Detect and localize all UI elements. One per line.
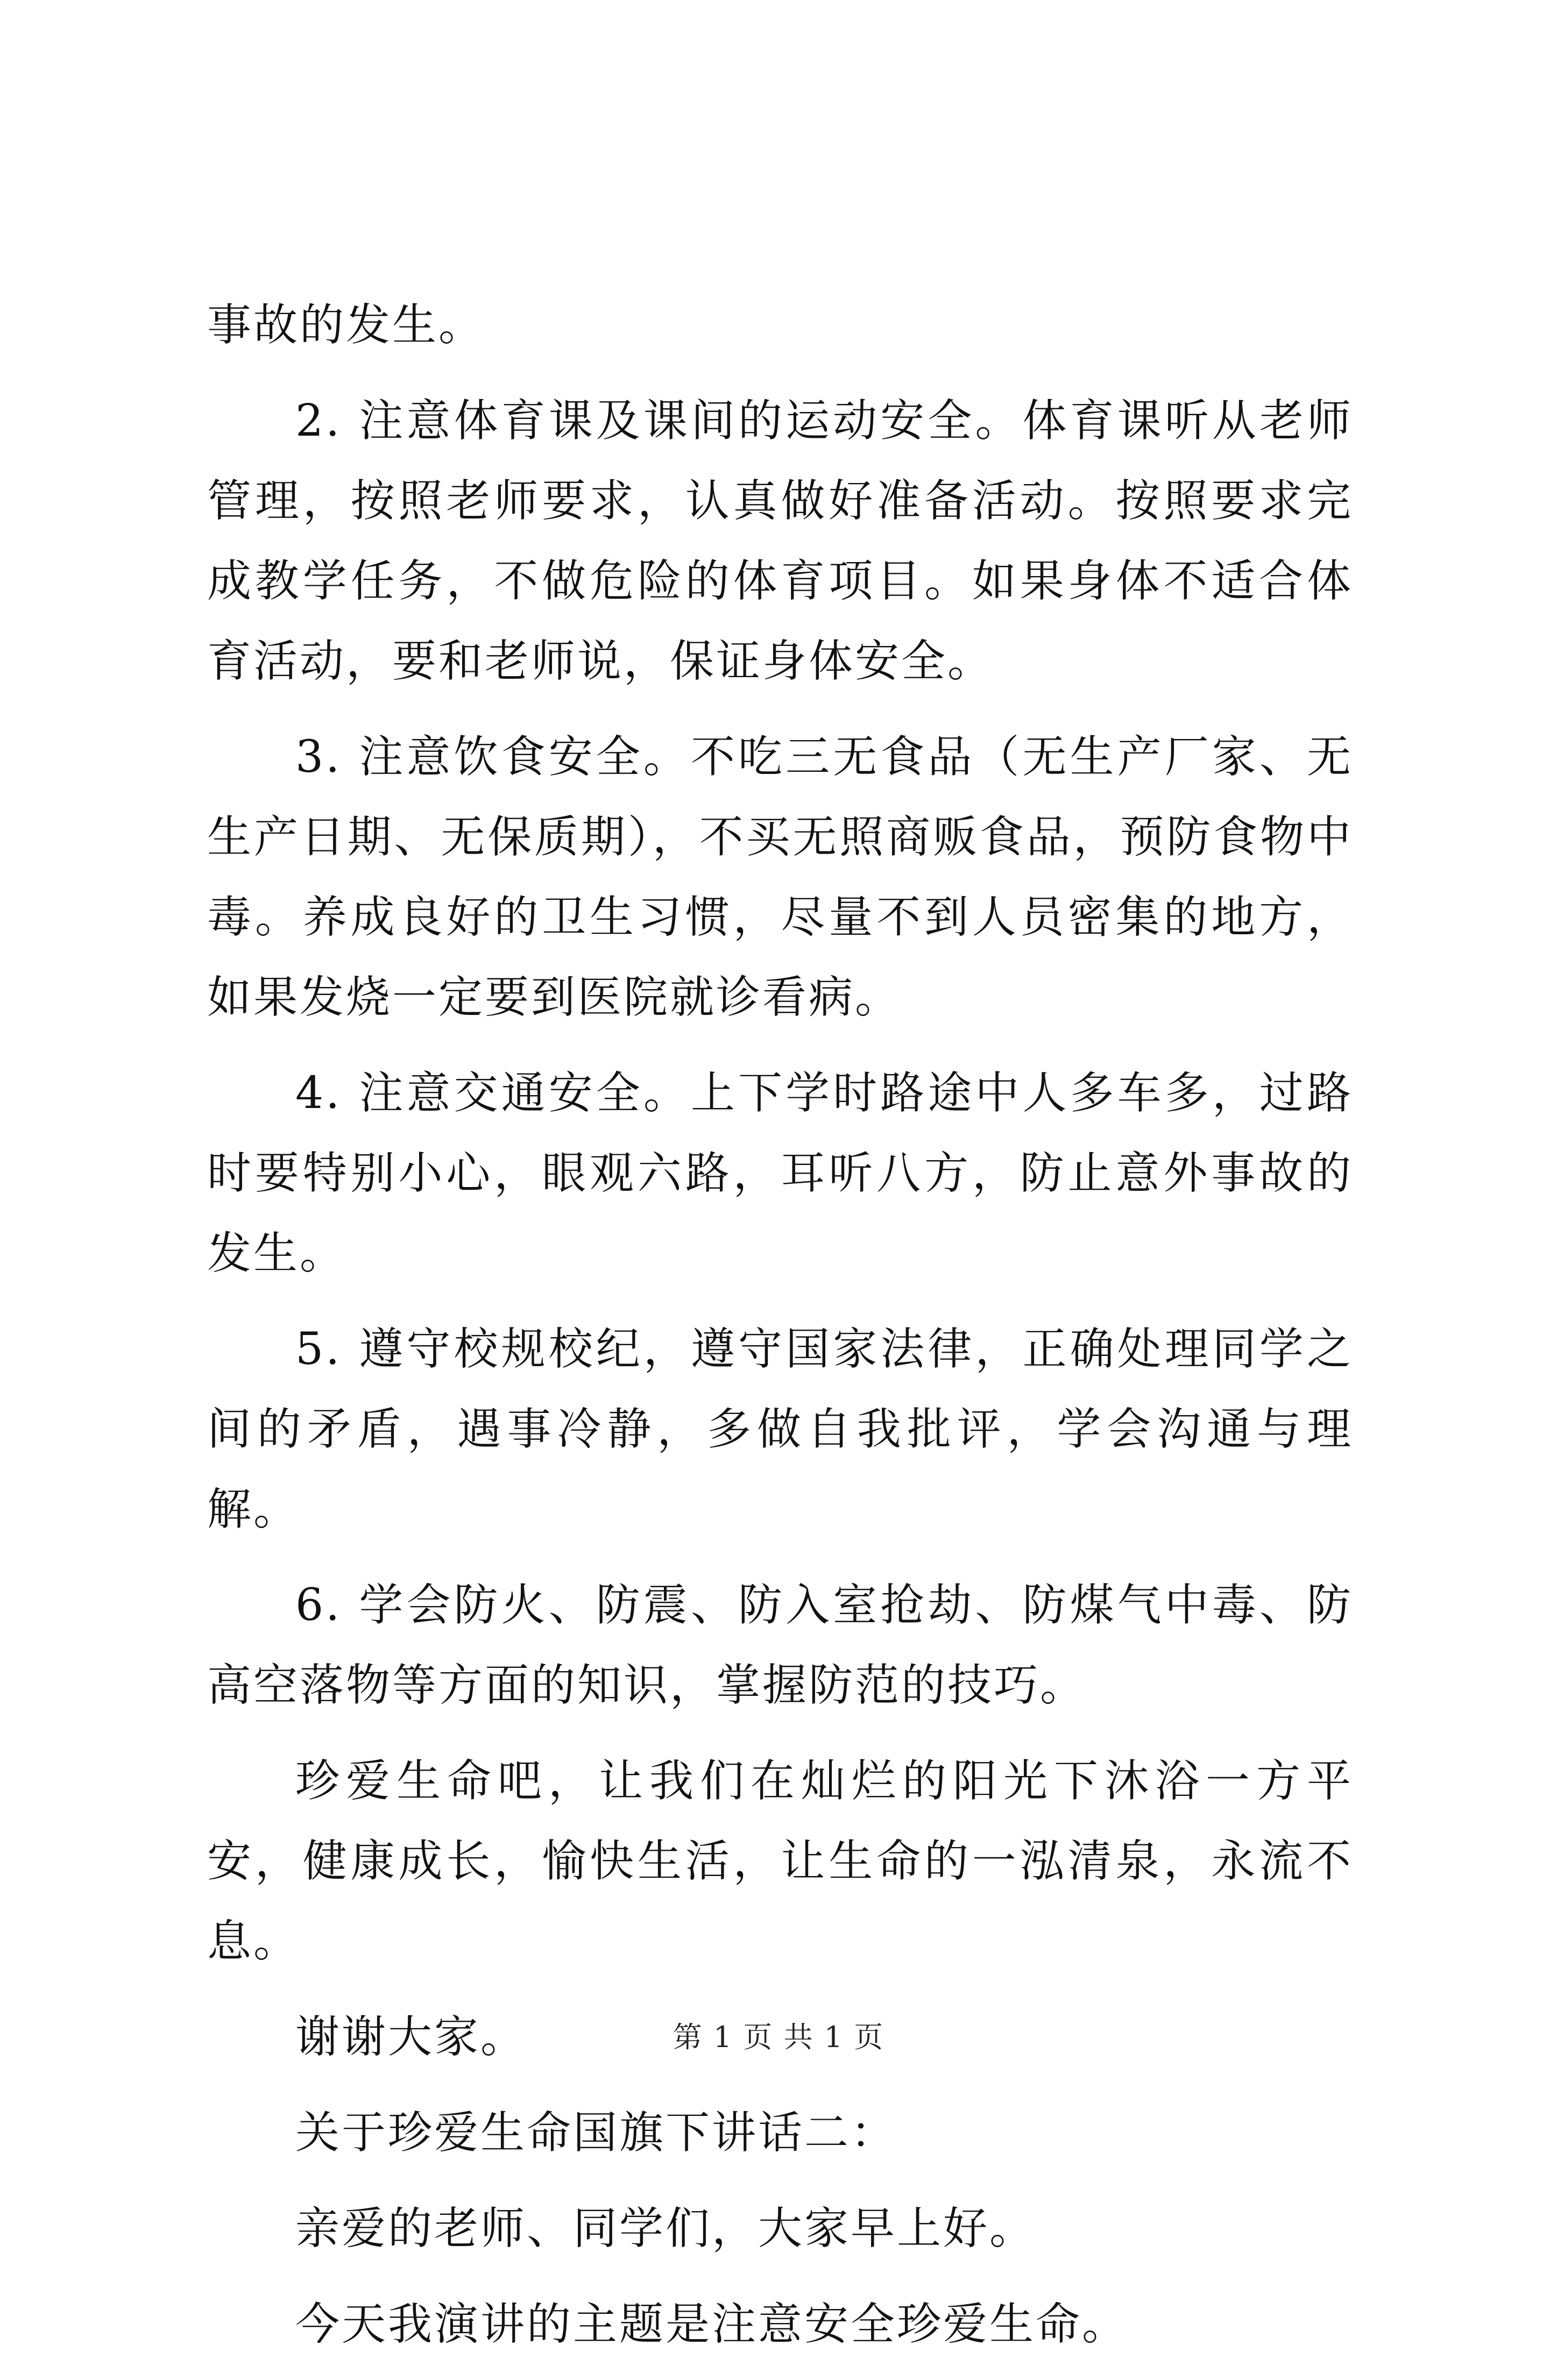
section-heading: 关于珍爱生命国旗下讲话二：	[295, 2107, 897, 2158]
paragraph-item-2: 2. 注意体育课及课间的运动安全。体育课听从老师管理，按照老师要求，认真做好准备活动。按照要求完成教学任务，不做危险的体育项目。如果身体不适合体育活动，要和老师说，保证身体安全。	[207, 395, 1353, 687]
paragraph-thanks: 谢谢大家。	[295, 2012, 527, 2063]
paragraph-closing: 珍爱生命吧，让我们在灿烂的阳光下沐浴一方平安，健康成长，愉快生活，让生命的一泓清泉，永流不息。	[207, 1756, 1353, 1967]
paragraph-item-5: 5. 遵守校规校纪，遵守国家法律，正确处理同学之间的矛盾，遇事冷静，多做自我批评，学会沟通与理解。	[207, 1324, 1353, 1535]
paragraph-greeting: 亲爱的老师、同学们，大家早上好。	[295, 2203, 1036, 2254]
paragraph-item-6: 6. 学会防火、防震、防入室抢劫、防煤气中毒、防高空落物等方面的知识，掌握防范的技巧。	[207, 1580, 1353, 1711]
document-body	[207, 285, 1353, 2380]
paragraph-continuation: 事故的发生。	[207, 300, 485, 351]
page-footer: 第 1 页 共 1 页	[673, 2020, 884, 2054]
paragraph-item-4: 4. 注意交通安全。上下学时路途中人多车多，过路时要特别小心，眼观六路，耳听八方，防止意外事故的发生。	[207, 1068, 1353, 1279]
paragraph-topic: 今天我演讲的主题是注意安全珍爱生命。	[295, 2299, 1129, 2350]
paragraph-item-3: 3. 注意饮食安全。不吃三无食品（无生产厂家、无生产日期、无保质期），不买无照商贩食品，预防食物中毒。养成良好的卫生习惯，尽量不到人员密集的地方，如果发烧一定要到医院就诊看病。	[207, 731, 1353, 1023]
